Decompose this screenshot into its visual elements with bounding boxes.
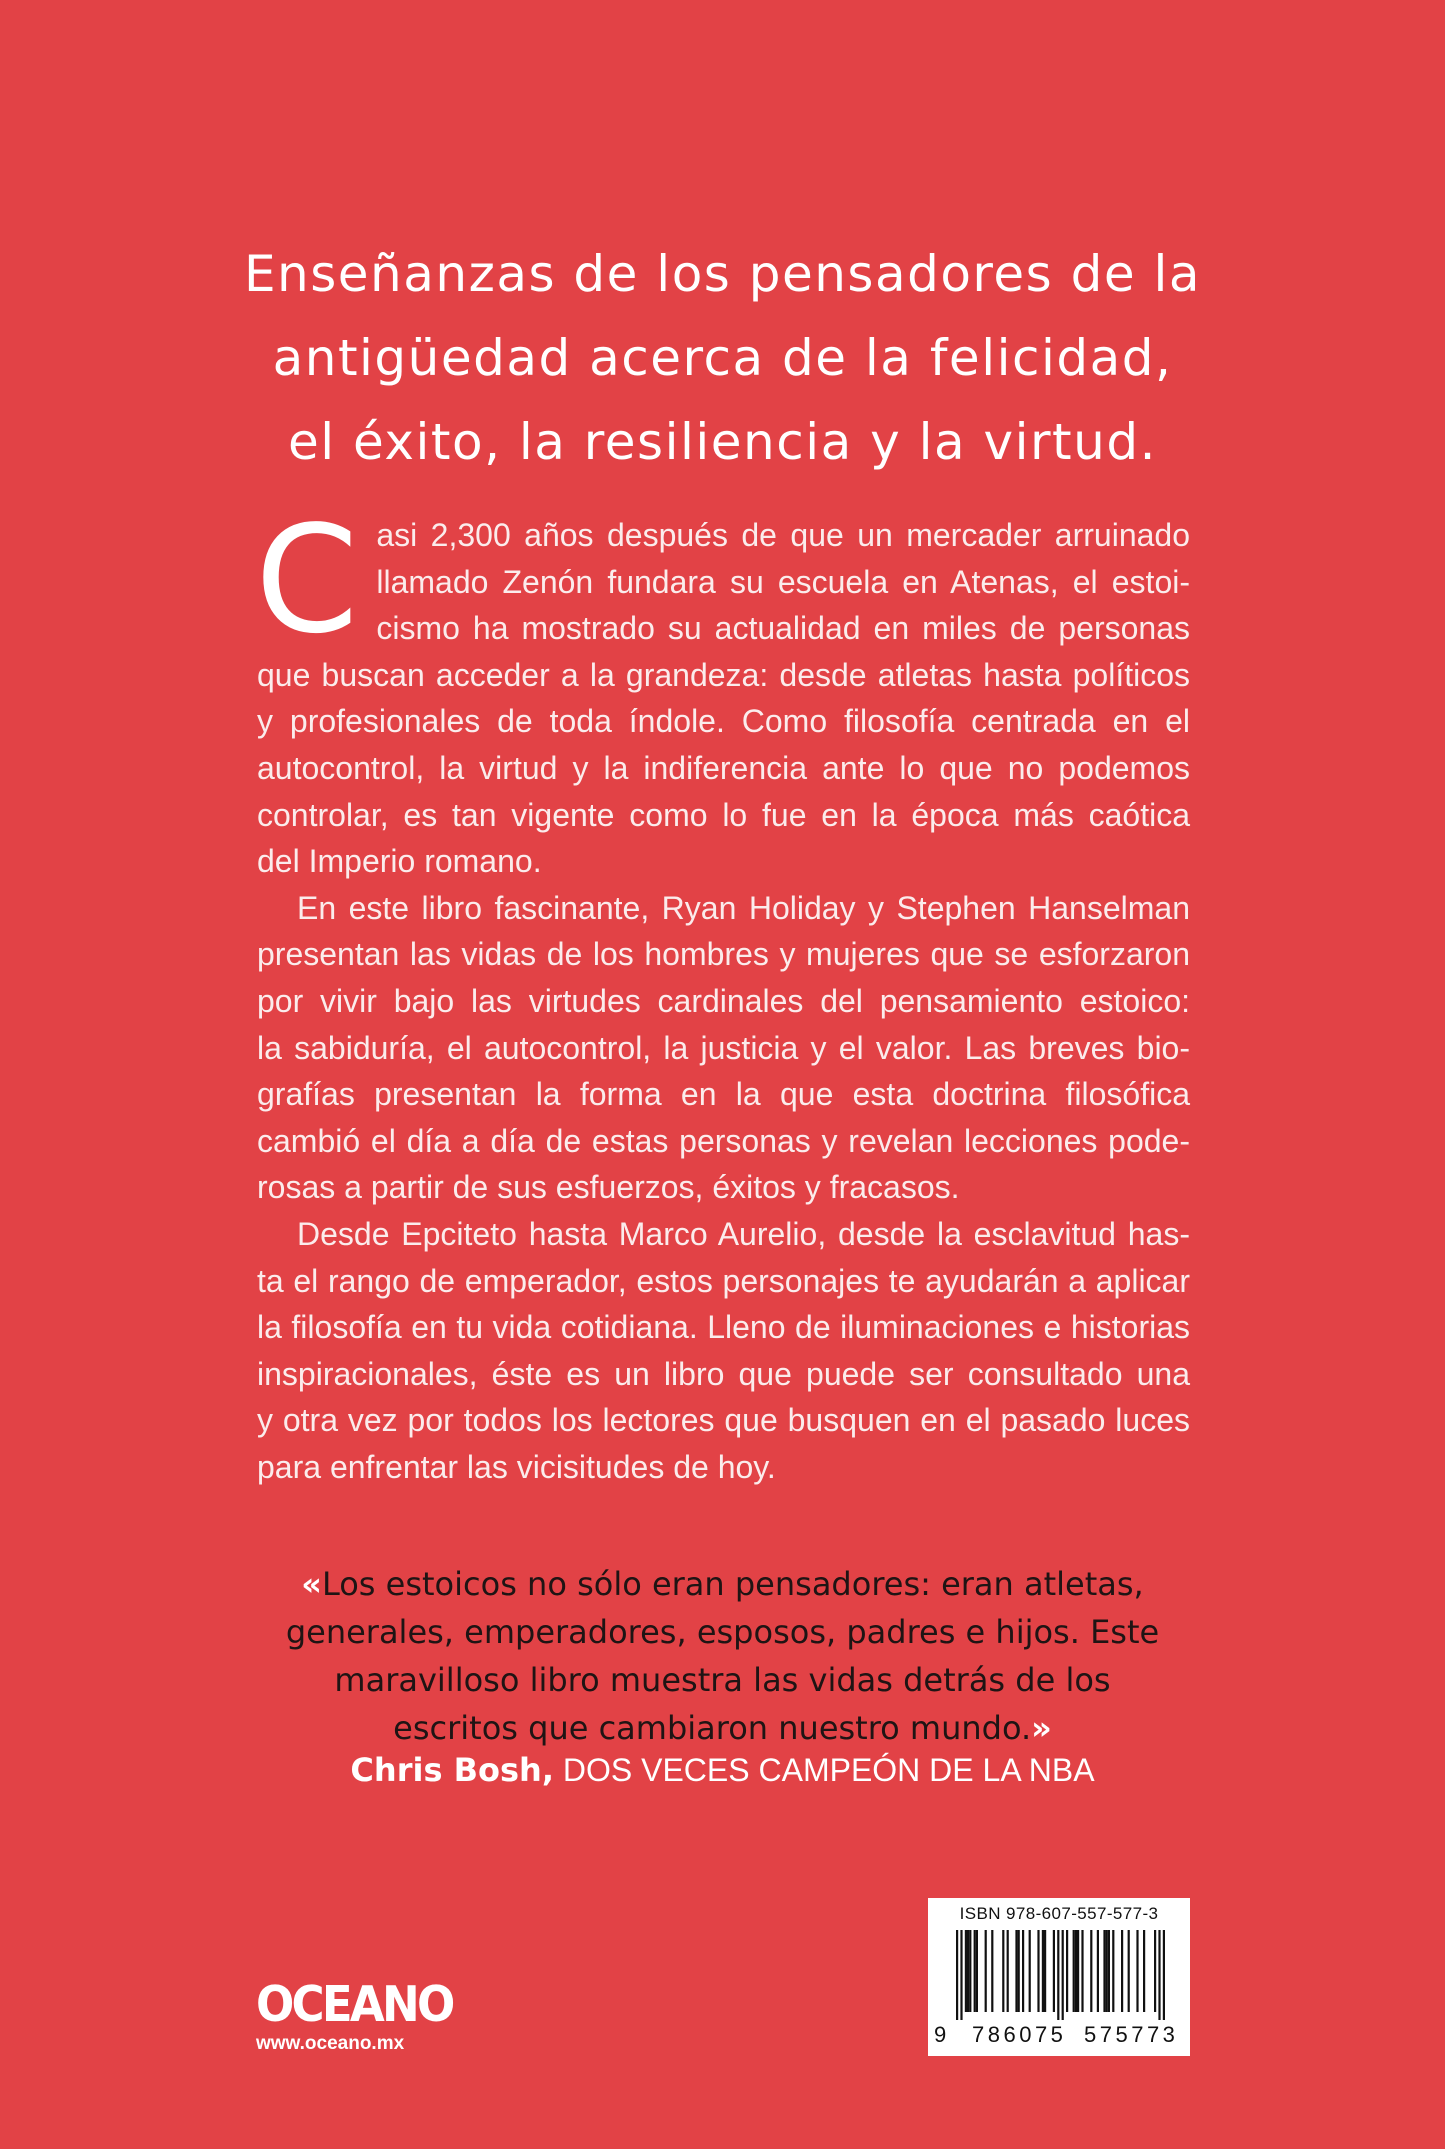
text-line: grafías presentan la forma en la que esta doctrina filosófica [257, 1076, 1190, 1113]
barcode-bar [1106, 1930, 1108, 2012]
text-line: llamado Zenón fundara su escuela en Atenas, el estoi- [376, 563, 1190, 600]
text-line: para enfrentar las vicisitudes de hoy. [257, 1448, 776, 1485]
close-quote-mark: » [1031, 1709, 1052, 1747]
text-line: por vivir bajo las virtudes cardinales del pensamiento estoico: [257, 982, 1190, 1019]
barcode-bar [1143, 1930, 1145, 2012]
barcode-bar [1097, 1930, 1099, 2012]
text-line: Desde Epciteto hasta Marco Aurelio, desde la esclavitud has- [297, 1215, 1190, 1252]
barcode-bar [1108, 1930, 1110, 2012]
barcode-bar [1136, 1930, 1138, 2012]
barcode-bar [1044, 1930, 1046, 2012]
quote-text: escritos que cambiaron nuestro mundo. [393, 1709, 1032, 1747]
barcode-bar [1018, 1930, 1020, 2012]
barcode-bar [1090, 1930, 1092, 2012]
text-line: la sabiduría, el autocontrol, la justicia y el valor. Las breves bio- [257, 1029, 1190, 1066]
barcode-bar [1121, 1930, 1123, 2012]
text-line: la filosofía en tu vida cotidiana. Lleno de iluminaciones e historias [257, 1309, 1190, 1346]
quote-author-title: DOS VECES CAMPEÓN DE LA NBA [562, 1752, 1095, 1788]
quote-author: Chris Bosh, [350, 1751, 554, 1789]
description-paragraph-1 [255, 494, 1190, 885]
text-line: asi 2,300 años después de que un mercader arruinado [376, 517, 1190, 553]
barcode-bar [1112, 1930, 1114, 2012]
barcode-bar [1037, 1930, 1039, 2012]
book-description [255, 494, 1190, 1490]
barcode-bar [974, 1930, 976, 2012]
quote-line: generales, emperadores, esposos, padres e hijos. Este [285, 1613, 1160, 1651]
barcode-bar [967, 1930, 969, 2012]
barcode-bar [1007, 1930, 1009, 2012]
barcode-bar [1163, 1930, 1165, 2020]
barcode-bar [1073, 1930, 1075, 2012]
isbn-barcode [928, 1898, 1190, 2056]
barcode-bar [1158, 1930, 1160, 2020]
quote-text: Los estoicos no sólo eran pensadores: eran atletas, [321, 1565, 1144, 1603]
barcode-bar [956, 1930, 958, 2020]
isbn-label: ISBN 978-607-557-577-3 [959, 1904, 1159, 1923]
barcode-bar [1015, 1930, 1017, 2012]
quote-line: maravilloso libro muestra las vidas detrás de los [334, 1661, 1111, 1699]
barcode-bar [1066, 1930, 1068, 2012]
barcode-bar [1075, 1930, 1077, 2012]
text-line: cambió el día a día de estas personas y revelan lecciones pode- [257, 1122, 1190, 1159]
tagline-line: Enseñanzas de los pensadores de la [243, 245, 1202, 303]
ean-first-digit: 9 [934, 2022, 950, 2047]
open-quote-mark: « [301, 1565, 322, 1603]
barcode-bar [985, 1930, 987, 2012]
barcode-bar [1103, 1930, 1105, 2012]
text-line: rosas a partir de sus esfuerzos, éxitos y fracasos. [257, 1169, 960, 1206]
description-paragraph-3 [257, 1211, 1190, 1491]
barcode-bar [1057, 1930, 1059, 2020]
text-line: inspiracionales, éste es un libro que puede ser consultado una [257, 1355, 1190, 1392]
description-paragraph-2 [257, 885, 1190, 1211]
text-line: que buscan acceder a la grandeza: desde atletas hasta políticos [257, 656, 1190, 693]
drop-cap: C [255, 494, 359, 666]
text-line: y profesionales de toda índole. Como filosofía centrada en el [257, 703, 1190, 740]
barcode-bar [1128, 1930, 1130, 2012]
quote-attribution [240, 1748, 1205, 1792]
barcode-bar [965, 1930, 967, 2012]
tagline-line: antigüedad acerca de la felicidad, [272, 329, 1173, 387]
barcode-bar [960, 1930, 962, 2020]
text-line: y otra vez por todos los lectores que busquen en el pasado luces [257, 1402, 1190, 1439]
tagline-line: el éxito, la resiliencia y la virtud. [287, 413, 1157, 471]
text-line: del Imperio romano. [257, 843, 542, 880]
ean-right-digits: 575773 [1084, 2022, 1179, 2047]
barcode-bar [1053, 1930, 1055, 2012]
quote-line [240, 1560, 1205, 1608]
barcode-bar [1029, 1930, 1031, 2012]
barcode-bar [976, 1930, 978, 2012]
barcode-bar [1002, 1930, 1004, 2012]
barcode-bar [991, 1930, 993, 2012]
barcode-bar [969, 1930, 971, 2012]
text-line: cismo ha mostrado su actualidad en miles de personas [376, 610, 1190, 647]
publisher-url: www.oceano.mx [256, 2033, 405, 2054]
text-line: En este libro fascinante, Ryan Holiday y Stephen Hanselman [297, 889, 1190, 926]
barcode-bar [1081, 1930, 1083, 2012]
barcode-bar [1154, 1930, 1156, 2012]
barcode-bar [1042, 1930, 1044, 2012]
text-line: autocontrol, la virtud y la indiferencia ante lo que no podemos [257, 749, 1190, 786]
publisher-logo [256, 1976, 470, 2056]
publisher-name: OCEANO [256, 1976, 453, 2033]
endorsement-quote [240, 1560, 1205, 1752]
barcode-bar [1022, 1930, 1024, 2012]
text-line: ta el rango de emperador, estos personajes te ayudarán a aplicar [257, 1262, 1190, 1299]
text-line: controlar, es tan vigente como lo fue en la época más caótica [257, 796, 1190, 833]
ean-left-digits: 786075 [972, 2022, 1067, 2047]
quote-line [240, 1704, 1205, 1752]
barcode-bar [1077, 1930, 1079, 2012]
tagline [160, 232, 1285, 484]
text-line: presentan las vidas de los hombres y mujeres que se esforzaron [257, 936, 1190, 973]
barcode-bar [1062, 1930, 1064, 2020]
barcode-bars [944, 1930, 1174, 2020]
